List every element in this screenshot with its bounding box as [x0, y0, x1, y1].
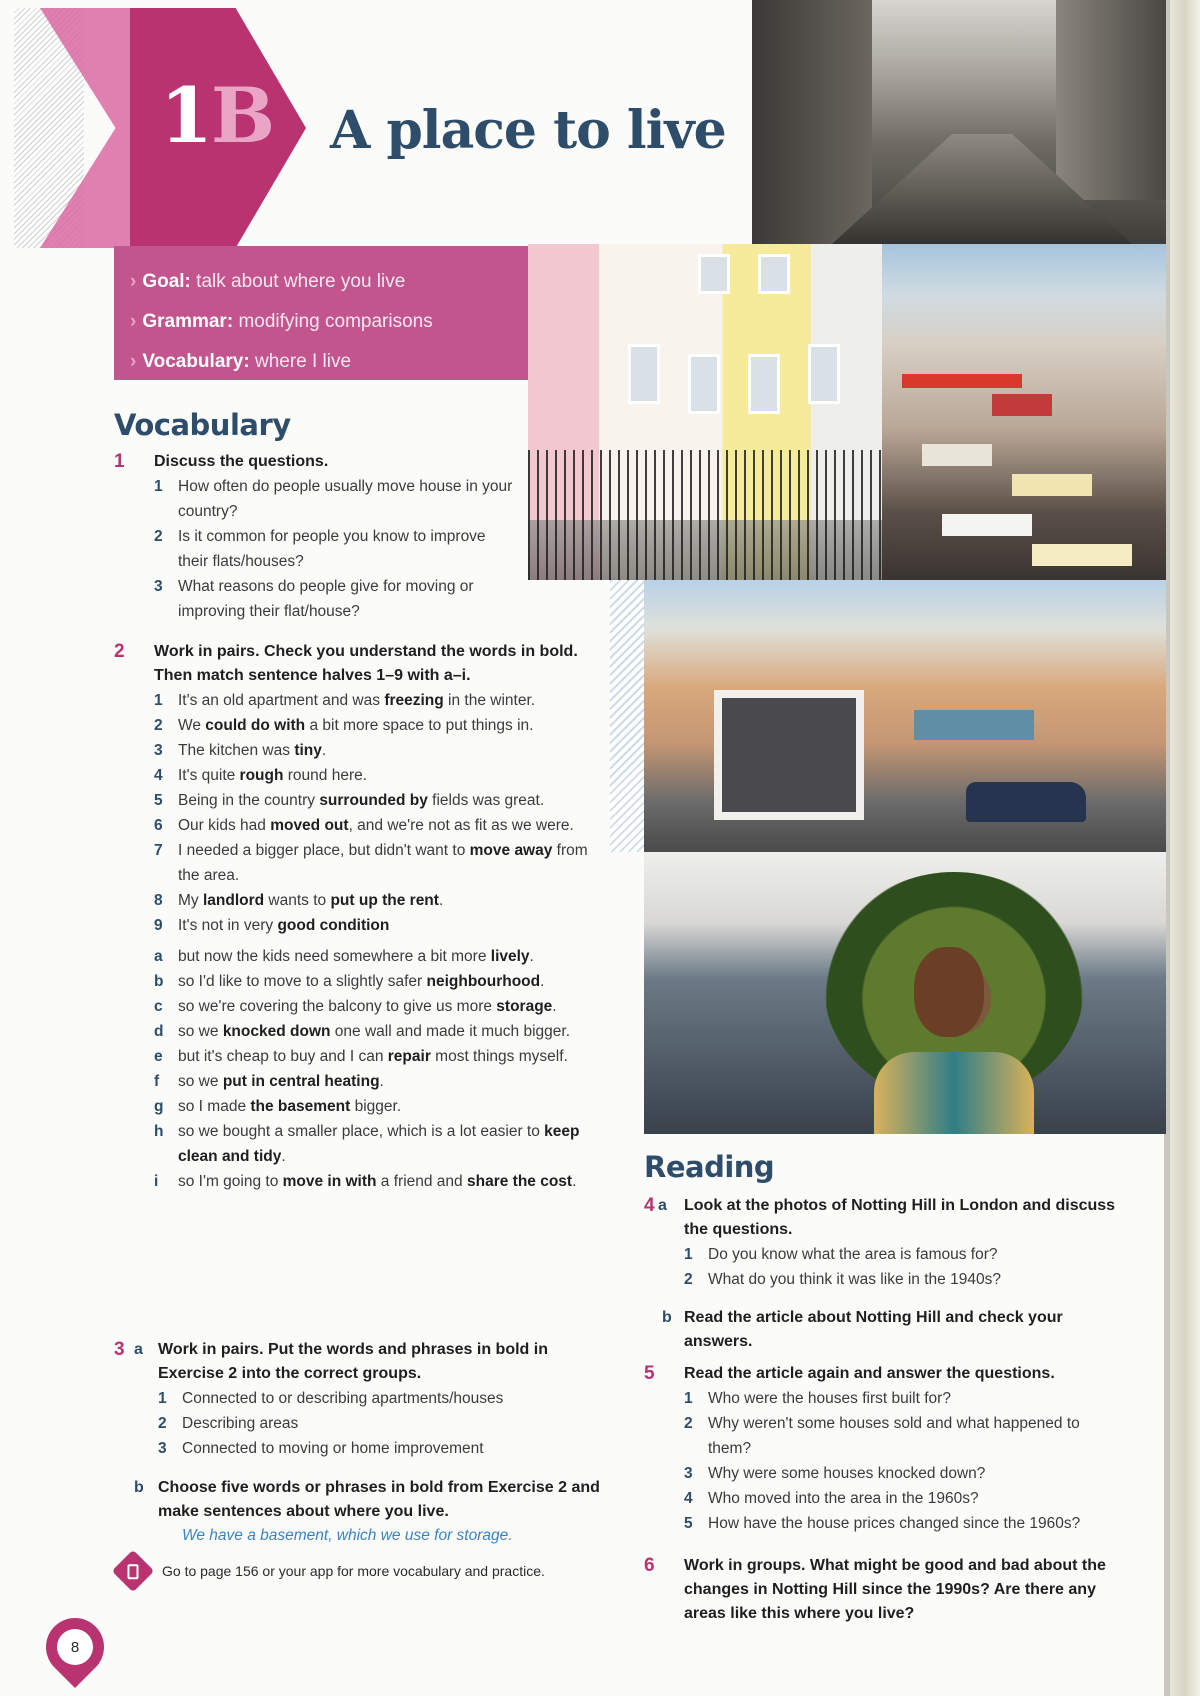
goal-value: talk about where you live [196, 271, 406, 292]
list-item: 1 It's an old apartment and was freezing in the winter. [154, 692, 536, 709]
exercise-subletter: a [134, 1341, 143, 1358]
photo-carnival-dancer [644, 852, 1166, 1134]
list-item: 2 We could do with a bit more space to put things in. [154, 717, 534, 734]
exercise-3b [114, 1476, 600, 1548]
list-item: 6 Our kids had moved out, and we're not as fit as we were. [154, 817, 574, 834]
exercise-instruction: Work in pairs. Check you understand the words in bold. Then match sentence halves 1–9 with a–i. [154, 643, 578, 684]
exercise-instruction: Work in groups. What might be good and bad about the changes in Notting Hill since the 1990s? Are there any areas like this where you live? [684, 1557, 1106, 1622]
photo-street-market [882, 244, 1166, 580]
exercise-instruction: Read the article about Notting Hill and check your answers. [684, 1309, 1063, 1350]
exercise-instruction: Work in pairs. Put the words and phrases in bold in Exercise 2 into the correct groups. [158, 1341, 548, 1382]
grammar-value: modifying comparisons [238, 311, 433, 332]
list-item: 9 It's not in very good condition [154, 917, 390, 934]
exercise-6 [644, 1554, 1124, 1626]
photo-shop-front [644, 580, 1166, 852]
grammar-key: Grammar: [142, 311, 234, 332]
list-item: 1 Do you know what the area is famous for? [684, 1246, 998, 1263]
list-item: a but now the kids need somewhere a bit more lively. [154, 948, 534, 965]
practice-link-text: Go to page 156 or your app for more vocabulary and practice. [162, 1563, 545, 1579]
exercise-instruction: Look at the photos of Notting Hill in London and discuss the questions. [684, 1197, 1116, 1238]
list-item: h so we bought a smaller place, which is a lot easier to keep clean and tidy. [154, 1123, 580, 1165]
list-item: b so I'd like to move to a slightly safer neighbourhood. [154, 973, 545, 990]
exercise-5 [644, 1362, 1124, 1536]
list-item: 3 What reasons do people give for moving or improving their flat/house? [154, 578, 474, 620]
photo-colourful-houses [528, 244, 882, 580]
list-item: 5 How have the house prices changed since the 1960s? [684, 1515, 1081, 1532]
unit-digit: 1 [160, 71, 211, 160]
practice-link[interactable] [118, 1556, 545, 1586]
list-item: 8 My landlord wants to put up the rent. [154, 892, 444, 909]
exercise-number: 2 [114, 641, 125, 662]
list-item: 3 Connected to moving or home improvement [158, 1440, 484, 1457]
list-item: 7 I needed a bigger place, but didn't want to move away from the area. [154, 842, 588, 884]
exercise-subletter: a [658, 1197, 667, 1214]
list-item: f so we put in central heating. [154, 1073, 384, 1090]
list-item: 2 Why weren't some houses sold and what happened to them? [684, 1415, 1080, 1457]
hatch-decoration-mid [610, 580, 644, 852]
chevron-right-icon: › [130, 351, 137, 372]
page-title: A place to live [330, 100, 726, 161]
exercise-number: 4 [644, 1195, 655, 1216]
photo-old-street [752, 0, 1166, 244]
list-item: 4 It's quite rough round here. [154, 767, 368, 784]
page-binding [1170, 0, 1200, 1696]
goals-box [114, 246, 528, 380]
exercise-instruction: Discuss the questions. [154, 453, 329, 470]
vocabulary-value: where I live [254, 351, 352, 372]
list-item: 1 Who were the houses first built for? [684, 1390, 951, 1407]
goal-key: Goal: [142, 271, 191, 292]
goal-row [130, 262, 528, 302]
exercise-number: 3 [114, 1339, 125, 1360]
exercise-3a [114, 1338, 600, 1461]
list-item: 4 Who moved into the area in the 1960s? [684, 1490, 979, 1507]
exercise-2 [114, 640, 600, 1194]
list-item: g so I made the basement bigger. [154, 1098, 402, 1115]
list-item: 2 Describing areas [158, 1415, 299, 1432]
list-item: c so we're covering the balcony to give us more storage. [154, 998, 557, 1015]
list-item: 1 How often do people usually move house in your country? [154, 478, 513, 520]
list-item: e but it's cheap to buy and I can repair most things myself. [154, 1048, 568, 1065]
example-sentence: We have a basement, which we use for storage. [182, 1527, 513, 1544]
exercise-number: 6 [644, 1555, 655, 1576]
list-item: 2 What do you think it was like in the 1940s? [684, 1271, 1001, 1288]
list-item: i so I'm going to move in with a friend and share the cost. [154, 1173, 577, 1190]
phone-app-icon [112, 1550, 154, 1592]
list-item: 1 Connected to or describing apartments/houses [158, 1390, 504, 1407]
list-item: 5 Being in the country surrounded by fields was great. [154, 792, 545, 809]
vocabulary-heading: Vocabulary [114, 408, 291, 442]
exercise-4a [644, 1194, 1124, 1292]
exercise-instruction: Choose five words or phrases in bold from Exercise 2 and make sentences about where you live. [158, 1479, 600, 1520]
vocabulary-row [130, 342, 528, 382]
exercise-subletter: b [134, 1479, 144, 1496]
list-item: 2 Is it common for people you know to improve their flats/houses? [154, 528, 486, 570]
grammar-row [130, 302, 528, 342]
chevron-right-icon: › [130, 271, 137, 292]
exercise-subletter: b [662, 1309, 672, 1326]
exercise-4b [644, 1306, 1124, 1354]
chevron-right-icon: › [130, 311, 137, 332]
page-number-badge [46, 1618, 104, 1676]
exercise-1 [114, 450, 514, 624]
list-item: 3 The kitchen was tiny. [154, 742, 327, 759]
list-item: d so we knocked down one wall and made it much bigger. [154, 1023, 570, 1040]
list-item: 3 Why were some houses knocked down? [684, 1465, 986, 1482]
vocabulary-key: Vocabulary: [142, 351, 250, 372]
unit-letter: B [210, 71, 274, 160]
exercise-number: 5 [644, 1363, 655, 1384]
reading-heading: Reading [644, 1150, 775, 1184]
exercise-instruction: Read the article again and answer the questions. [684, 1365, 1055, 1382]
exercise-number: 1 [114, 451, 125, 472]
page-number: 8 [57, 1629, 93, 1665]
unit-number [160, 71, 274, 160]
